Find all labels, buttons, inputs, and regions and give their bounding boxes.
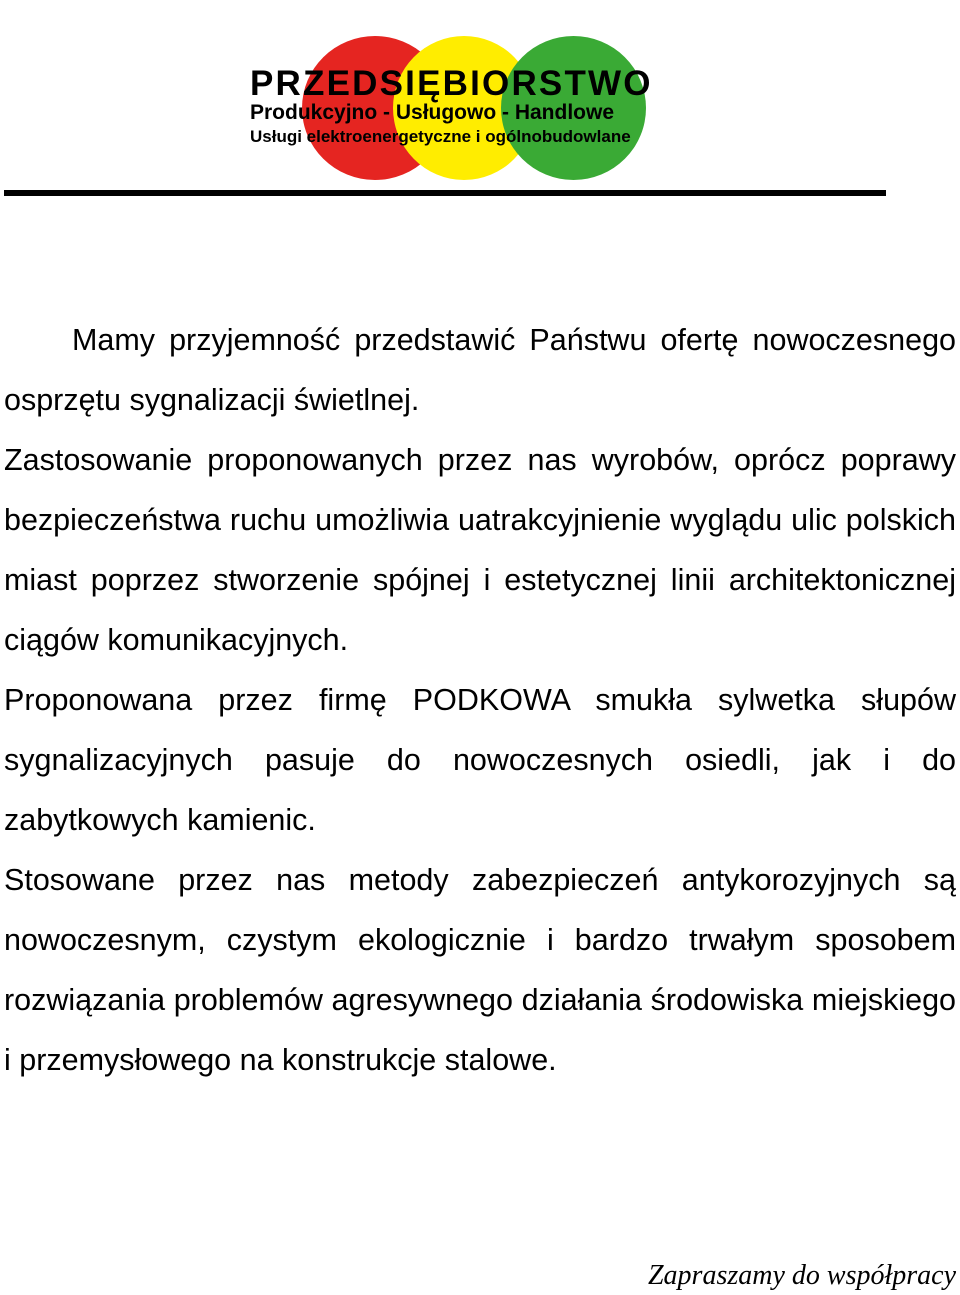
header-divider [4, 190, 886, 196]
paragraph-application: Zastosowanie proponowanych przez nas wyrobów, oprócz poprawy bezpieczeństwa ruchu umożliwia uatrakcyjnienie wyglądu ulic polskich miast poprzez stworzenie spójnej i estetycznej linii architektonicznej ciągów komunikacyjnych. [4, 443, 956, 657]
logo-text [215, 0, 755, 182]
logo-company-type: Produkcyjno - Usługowo - Handlowe [250, 101, 615, 124]
logo-company-name: PRZEDSIĘBIORSTWO [250, 64, 653, 103]
logo-services: Usługi elektroenergetyczne i ogólnobudowlane [250, 127, 631, 146]
paragraph-design: Proponowana przez firmę PODKOWA smukła sylwetka słupów sygnalizacyjnych pasuje do nowoczesnych osiedli, jak i do zabytkowych kamienic. [4, 683, 956, 837]
footer-invitation: Zapraszamy do współpracy [647, 1260, 956, 1291]
offer-text [4, 310, 956, 1090]
paragraph-corrosion: Stosowane przez nas metody zabezpieczeń antykorozyjnych są nowoczesnym, czystym ekologicznie i bardzo trwałym sposobem rozwiązania problemów agresywnego działania środowiska miejskiego i przemysłowego na konstrukcje stalowe. [4, 863, 956, 1077]
company-logo [215, 0, 755, 182]
paragraph-intro: Mamy przyjemność przedstawić Państwu ofertę nowoczesnego osprzętu sygnalizacji świetlnej. [4, 323, 956, 417]
